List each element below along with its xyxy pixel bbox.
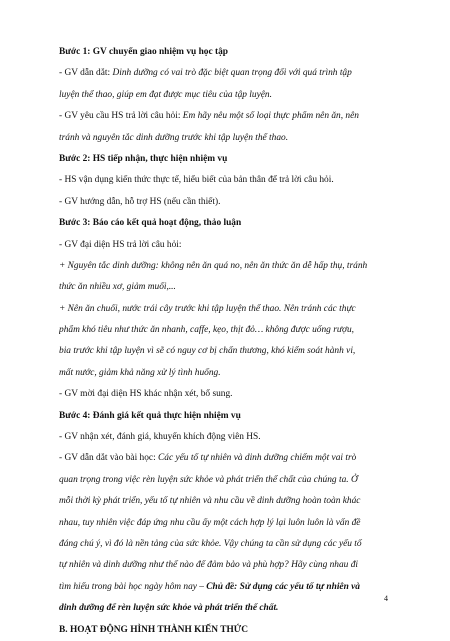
step-1-heading: Bước 1: GV chuyển giao nhiệm vụ học tập [59, 47, 228, 57]
paragraph-line [59, 577, 399, 598]
step-2-heading: Bước 2: HS tiếp nhận, thực hiện nhiệm vụ [59, 153, 228, 164]
italic-text: tìm hiểu trong bài học ngày hôm nay – [59, 581, 207, 592]
paragraph-line: - GV hướng dẫn, hỗ trợ HS (nếu cần thiết). [59, 196, 221, 207]
step-3-heading: Bước 3: Báo cáo kết quả hoạt động, thảo luận [59, 218, 242, 229]
paragraph-line: thức ăn nhiều xơ, giảm muối,... [59, 282, 176, 293]
paragraph-line: bia trước khi tập luyện vì sẽ có nguy cơ bị chấn thương, khó kiểm soát hành vi, [59, 346, 356, 357]
paragraph-line: mất nước, giảm khả năng xử lý tình huống. [59, 367, 221, 378]
paragraph-line: dinh dưỡng để rèn luyện sức khỏe và phát triển thể chất. [59, 603, 279, 614]
section-b-heading: B. HOẠT ĐỘNG HÌNH THÀNH KIẾN THỨC [59, 624, 249, 635]
paragraph-line: + Nguyên tắc dinh dưỡng: không nên ăn quá no, nên ăn thức ăn dễ hấp thụ, tránh [59, 260, 368, 271]
paragraph-line: - GV nhận xét, đánh giá, khuyến khích động viên HS. [59, 432, 261, 443]
paragraph-line [59, 106, 399, 127]
paragraph-line: phẩm khó tiêu như thức ăn nhanh, caffe, kẹo, thịt đỏ… không được uống rượu, [59, 325, 355, 336]
paragraph-line: + Nên ăn chuối, nước trái cây trước khi tập luyện thể thao. Nên tránh các thực [59, 303, 356, 314]
italic-text: Dinh dưỡng có vai trò đặc biệt quan trọng đối với quá trình tập [112, 68, 352, 79]
bold-italic-text: Chủ đề: Sử dụng các yếu tố tự nhiên và [206, 581, 360, 592]
paragraph-line: quan trọng trong việc rèn luyện sức khỏe và phát triển thể chất của chúng ta. Ở [59, 474, 358, 485]
paragraph-line: luyện thể thao, giúp em đạt được mục tiêu của tập luyện. [59, 89, 272, 100]
paragraph-line: - GV đại diện HS trả lời câu hỏi: [59, 239, 182, 250]
italic-text: Em hãy nêu một số loại thực phẩm nên ăn, nên [182, 111, 359, 122]
paragraph-line: tránh và nguyên tắc dinh dưỡng trước khi tập luyện thể thao. [59, 132, 289, 143]
document-page [59, 42, 399, 641]
plain-text: - GV dẫn dắt vào bài học: [59, 453, 159, 464]
paragraph-line [59, 63, 399, 84]
plain-text: - GV yêu cầu HS trả lời câu hỏi: [59, 111, 183, 122]
plain-text: - GV dẫn dắt: [59, 68, 113, 79]
step-4-heading: Bước 4: Đánh giá kết quả thực hiện nhiệm vụ [59, 410, 241, 421]
paragraph-line: đáng chú ý, vì đó là nền tảng của sức khỏe. Vậy chúng ta cần sử dụng các yếu tố [59, 538, 362, 549]
paragraph-line: mỗi thời kỳ phát triển, yếu tố tự nhiên và nhu cầu về dinh dưỡng hoàn toàn khác [59, 496, 361, 507]
page-number: 4 [384, 594, 388, 603]
paragraph-line: nhau, tuy nhiên việc đáp ứng nhu cầu ấy một cách hợp lý lại luôn luôn là vấn đề [59, 517, 361, 528]
paragraph-line [59, 448, 399, 469]
paragraph-line: tự nhiên và dinh dưỡng như thế nào để đảm bảo và phù hợp? Hãy cùng nhau đi [59, 560, 359, 571]
italic-text: Các yếu tố tự nhiên và dinh dưỡng chiếm một vai trò [158, 453, 357, 464]
paragraph-line: - HS vận dụng kiến thức thực tế, hiểu biết của bản thân để trả lời câu hỏi. [59, 175, 334, 186]
paragraph-line: - GV mời đại diện HS khác nhận xét, bổ sung. [59, 389, 233, 400]
